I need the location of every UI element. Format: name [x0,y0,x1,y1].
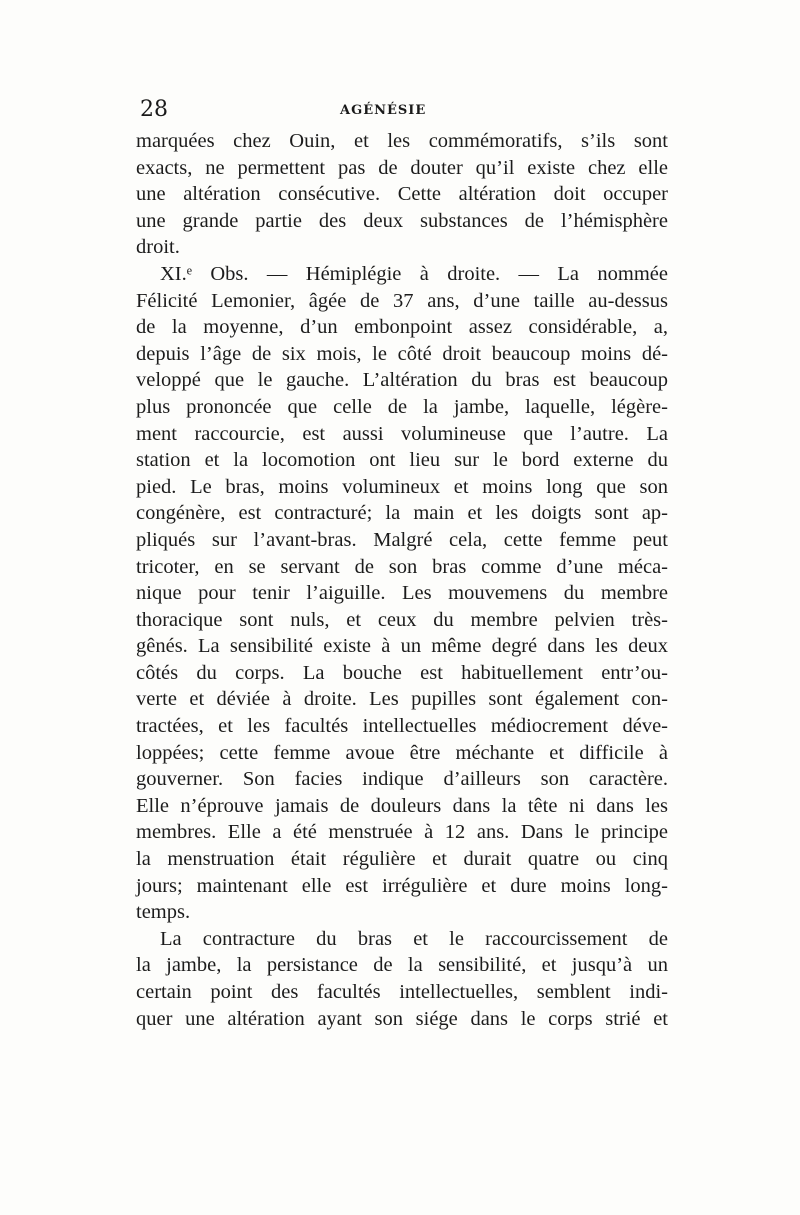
text-line: certain point des facultés intellectuelles, semblent indi- [136,981,668,1003]
text-line: veloppé que le gauche. L’altération du bras est beaucoup [136,369,668,392]
text-line: membres. Elle a été menstruée à 12 ans. Dans le principe [136,821,668,844]
text-line: une grande partie des deux substances de l’hémisphère [136,209,668,232]
text-line: station et la locomotion ont lieu sur le bord externe du [136,449,668,472]
text-line: la jambe, la persistance de la sensibilité, et jusqu’à un [136,954,668,977]
text-line: la menstruation était régulière et durait quatre ou cinq [136,848,668,871]
body-text [136,128,668,1032]
text-line: loppées; cette femme avoue être méchante et difficile à [136,741,668,764]
page-number: 28 [140,97,168,122]
text-line: de la moyenne, d’un embonpoint assez considérable, a, [136,316,668,339]
text-line: pied. Le bras, moins volumineux et moins long que son [136,475,668,498]
text-line: thoracique sont nuls, et ceux du membre pelvien très- [136,608,668,631]
text-line: tractées, et les facultés intellectuelles médiocrement déve- [136,715,668,738]
running-head: AGÉNÉSIE [340,103,427,118]
observation-heading-line: XI.ᵉ Obs. — Hémiplégie à droite. — La nommée [160,262,668,285]
text-line: ment raccourcie, est aussi volumineuse que l’autre. La [136,422,668,445]
text-line: gouverner. Son facies indique d’ailleurs son caractère. [136,768,668,791]
text-line: congénère, est contracturé; la main et les doigts sont ap- [136,502,668,525]
text-line: quer une altération ayant son siége dans le corps strié et [136,1007,668,1030]
text-line: marquées chez Ouin, et les commémoratifs, s’ils sont [136,130,668,152]
text-line: La contracture du bras et le raccourcissement de [160,927,668,950]
text-line: Elle n’éprouve jamais de douleurs dans la tête ni dans les [136,794,668,817]
text-line: côtés du corps. La bouche est habituellement entr’ou- [136,661,668,684]
text-line: tricoter, en se servant de son bras comme d’une méca- [136,555,668,578]
text-line: droit. [136,236,180,259]
text-line: gênés. La sensibilité existe à un même degré dans les deux [136,635,668,658]
text-line: temps. [136,901,191,924]
text-line: une altération consécutive. Cette altération doit occuper [136,183,668,206]
text-line: verte et déviée à droite. Les pupilles sont également con- [136,688,668,711]
text-line: nique pour tenir l’aiguille. Les mouvemens du membre [136,582,668,605]
text-line: pliqués sur l’avant-bras. Malgré cela, cette femme peut [136,528,668,551]
page-header [140,97,668,127]
text-line: depuis l’âge de six mois, le côté droit beaucoup moins dé- [136,342,668,365]
text-line: jours; maintenant elle est irrégulière et dure moins long- [136,874,668,897]
text-line: Félicité Lemonier, âgée de 37 ans, d’une taille au-dessus [136,289,668,312]
text-line: plus prononcée que celle de la jambe, laquelle, légère- [136,395,668,418]
text-line: exacts, ne permettent pas de douter qu’il existe chez elle [136,156,668,179]
